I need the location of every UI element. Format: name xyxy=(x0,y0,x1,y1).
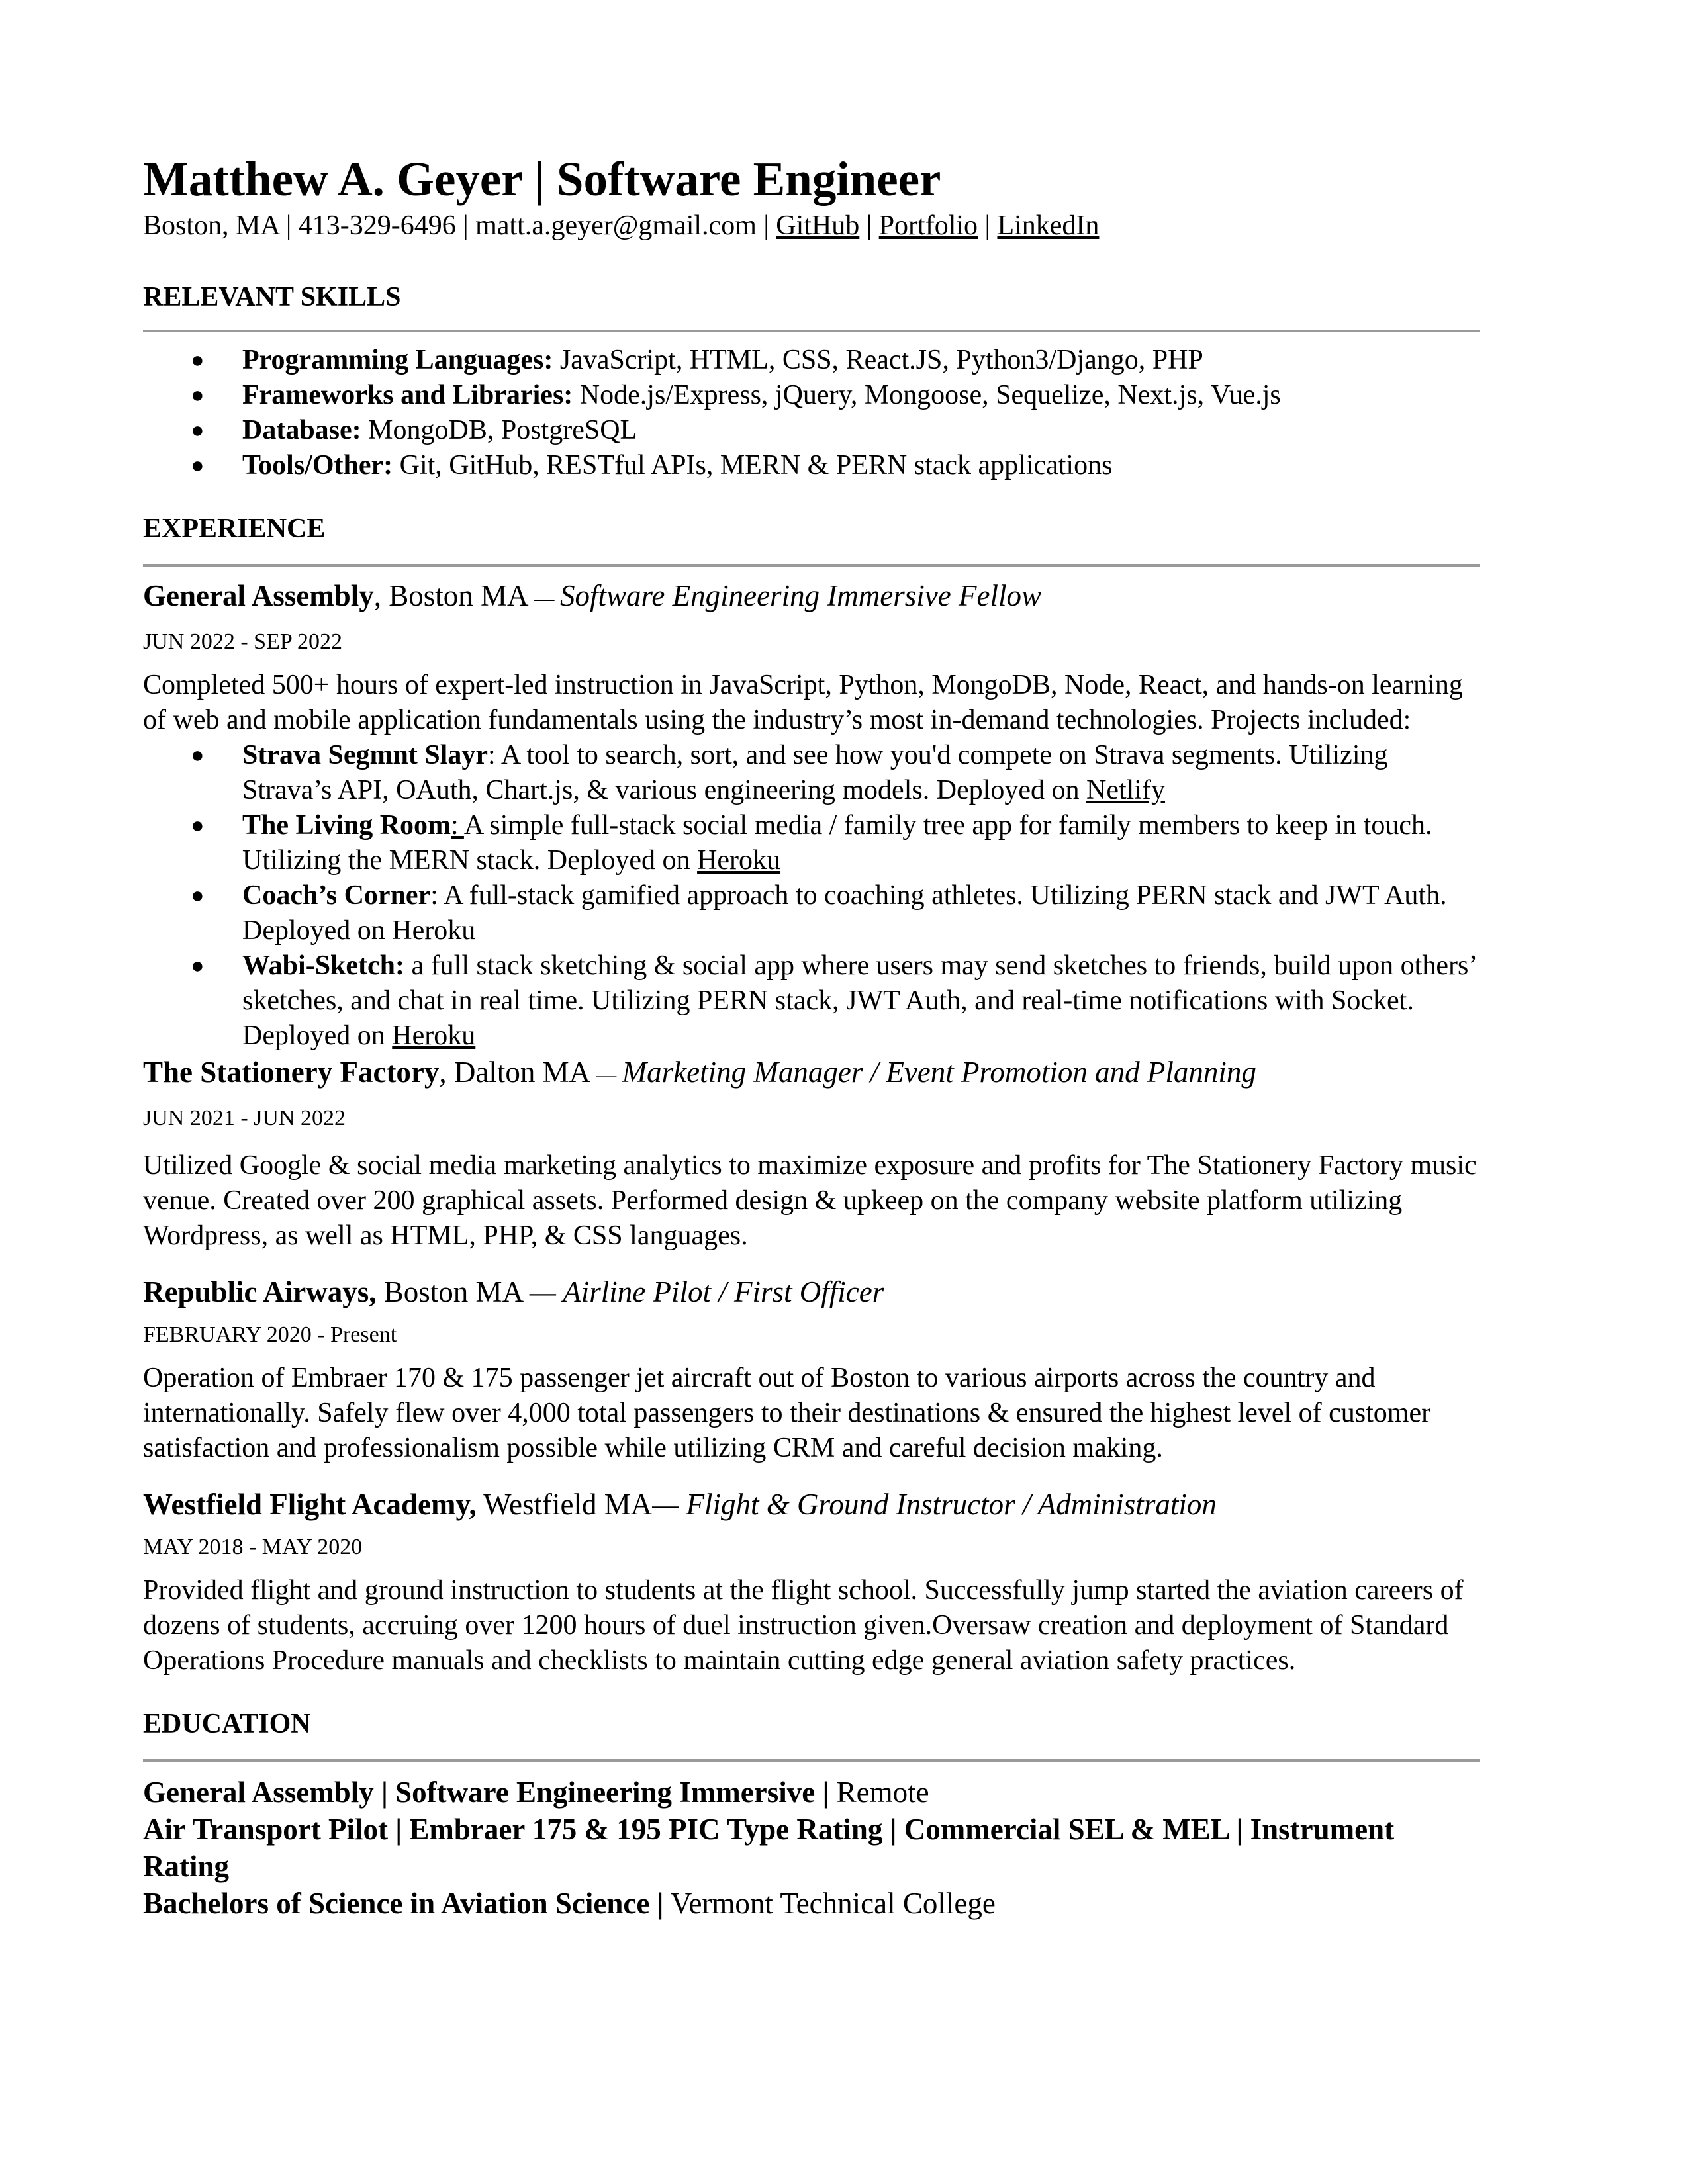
project-name: Strava Segmnt Slayr xyxy=(242,740,488,770)
bullet-icon: ● xyxy=(191,453,205,478)
bullet-icon: ● xyxy=(191,418,205,443)
education-entry xyxy=(143,1774,1480,1811)
job-dates: FEBRUARY 2020 - Present xyxy=(143,1322,397,1347)
education-degree: Bachelors of Science in Aviation Science | xyxy=(143,1887,664,1920)
skill-text: Git, GitHub, RESTful APIs, MERN & PERN stack applications xyxy=(393,450,1113,480)
skill-text: MongoDB, PostgreSQL xyxy=(361,415,637,445)
education-entry xyxy=(143,1885,1480,1922)
job-dash: — xyxy=(652,1488,686,1521)
job-role: Flight & Ground Instructor / Administration xyxy=(686,1488,1217,1521)
job-role: Marketing Manager / Event Promotion and Planning xyxy=(622,1056,1256,1089)
job-description: Completed 500+ hours of expert-led instruction in JavaScript, Python, MongoDB, Node, React, and hands-on learning of web and mobile application fundamentals using the industry’s most in-demand technologies. Projects included: xyxy=(143,670,1463,735)
project-item xyxy=(143,808,1480,878)
resume-name: Matthew A. Geyer | Software Engineer xyxy=(143,152,941,206)
job-location: , Dalton MA xyxy=(439,1056,596,1089)
job-description: Operation of Embraer 170 & 175 passenger jet aircraft out of Boston to various airports across the country and internationally. Safely flew over 4,000 total passengers to their destinations & ensured the highest level of customer satisfaction and professionalism possible while utilizing CRM and careful decision making. xyxy=(143,1363,1431,1463)
skill-text: Node.js/Express, jQuery, Mongoose, Sequelize, Next.js, Vue.js xyxy=(573,380,1281,410)
skill-item xyxy=(143,413,1480,448)
project-sep xyxy=(404,950,412,981)
project-item xyxy=(143,738,1480,808)
job-heading xyxy=(143,577,1480,617)
job-role: Software Engineering Immersive Fellow xyxy=(560,579,1041,612)
linkedin-link[interactable]: LinkedIn xyxy=(997,210,1100,241)
project-text: A full-stack gamified approach to coaching athletes. Utilizing PERN stack and JWT Auth. Deployed on Heroku xyxy=(242,880,1447,946)
job-org: The Stationery Factory xyxy=(143,1056,440,1089)
heroku-link[interactable]: Heroku xyxy=(697,845,781,876)
section-divider xyxy=(143,1759,1480,1762)
education-place: Vermont Technical College xyxy=(663,1887,996,1920)
job-org: General Assembly xyxy=(143,579,374,612)
skill-label: Programming Languages: xyxy=(242,345,553,375)
project-name: The Living Room xyxy=(242,810,451,841)
section-divider xyxy=(143,564,1480,567)
skill-label: Database: xyxy=(242,415,361,445)
heroku-link[interactable]: Heroku xyxy=(392,1021,476,1051)
netlify-link[interactable]: Netlify xyxy=(1086,775,1165,805)
project-list xyxy=(143,738,1480,1054)
skill-item xyxy=(143,378,1480,413)
separator: | xyxy=(978,210,998,241)
contact-info: Boston, MA | 413-329-6496 | matt.a.geyer@gmail.com | xyxy=(143,210,776,241)
job-description: Provided flight and ground instruction to students at the flight school. Successfully jump started the aviation careers of dozens of students, accruing over 1200 hours of duel instruction given.Oversaw creation and deployment of Standard Operations Procedure manuals and checklists to maintain cutting edge general aviation safety practices. xyxy=(143,1575,1464,1676)
bullet-icon: ● xyxy=(191,348,205,373)
job-org: Republic Airways, xyxy=(143,1275,377,1308)
education-degree: General Assembly | Software Engineering Immersive | xyxy=(143,1776,829,1809)
separator: | xyxy=(859,210,879,241)
job-heading xyxy=(143,1486,1480,1523)
project-text: A simple full-stack social media / family tree app for family members to keep in touch. Utilizing the MERN stack. Deployed on xyxy=(242,810,1432,876)
project-sep: : xyxy=(451,810,464,841)
job-dates: MAY 2018 - MAY 2020 xyxy=(143,1535,363,1559)
bullet-icon: ● xyxy=(191,743,205,768)
bullet-icon: ● xyxy=(191,383,205,408)
skill-item xyxy=(143,343,1480,378)
experience-title: EXPERIENCE xyxy=(143,514,326,544)
github-link[interactable]: GitHub xyxy=(776,210,860,241)
skill-item xyxy=(143,448,1480,483)
project-name: Wabi-Sketch: xyxy=(242,950,405,981)
project-item xyxy=(143,878,1480,948)
education-title: EDUCATION xyxy=(143,1709,311,1739)
section-divider xyxy=(143,330,1480,332)
job-description: Utilized Google & social media marketing analytics to maximize exposure and profits for The Stationery Factory music venue. Created over 200 graphical assets. Performed design & upkeep on the company website platform utilizing Wordpress, as well as HTML, PHP, & CSS languages. xyxy=(143,1150,1477,1251)
contact-line xyxy=(143,209,1480,242)
job-dates: JUN 2022 - SEP 2022 xyxy=(143,629,342,654)
job-dash: — xyxy=(596,1063,622,1087)
job-dash: — xyxy=(529,1275,563,1308)
bullet-icon: ● xyxy=(191,813,205,838)
job-dates: JUN 2021 - JUN 2022 xyxy=(143,1106,346,1130)
resume-page xyxy=(143,151,1480,1922)
job-org: Westfield Flight Academy, xyxy=(143,1488,477,1521)
skill-text: JavaScript, HTML, CSS, React.JS, Python3/Django, PHP xyxy=(553,345,1203,375)
skills-list xyxy=(143,343,1480,483)
project-name: Coach’s Corner xyxy=(242,880,431,911)
bullet-icon: ● xyxy=(191,884,205,908)
job-heading xyxy=(143,1273,1480,1310)
skill-label: Frameworks and Libraries: xyxy=(242,380,573,410)
education-entry: Air Transport Pilot | Embraer 175 & 195 PIC Type Rating | Commercial SEL & MEL | Instrument Rating xyxy=(143,1813,1395,1883)
education-place: Remote xyxy=(829,1776,929,1809)
job-location: , Boston MA xyxy=(373,579,535,612)
job-location: Boston MA xyxy=(376,1275,530,1308)
job-role: Airline Pilot / First Officer xyxy=(563,1275,884,1308)
portfolio-link[interactable]: Portfolio xyxy=(878,210,978,241)
project-sep: : xyxy=(488,740,501,770)
project-sep: : xyxy=(430,880,444,911)
job-dash: — xyxy=(534,586,561,611)
project-text: A tool to search, sort, and see how you'd compete on Strava segments. Utilizing Strava’s API, OAuth, Chart.js, & various engineering models. Deployed on xyxy=(242,740,1388,805)
job-heading xyxy=(143,1054,1480,1094)
skill-label: Tools/Other: xyxy=(242,450,393,480)
project-text: a full stack sketching & social app where users may send sketches to friends, build upon others’ sketches, and chat in real time. Utilizing PERN stack, JWT Auth, and real-time notifications with Socket. Deployed on xyxy=(242,950,1476,1051)
job-location: Westfield MA xyxy=(476,1488,653,1521)
project-item xyxy=(143,948,1480,1054)
skills-title: RELEVANT SKILLS xyxy=(143,282,401,312)
bullet-icon: ● xyxy=(191,954,205,978)
